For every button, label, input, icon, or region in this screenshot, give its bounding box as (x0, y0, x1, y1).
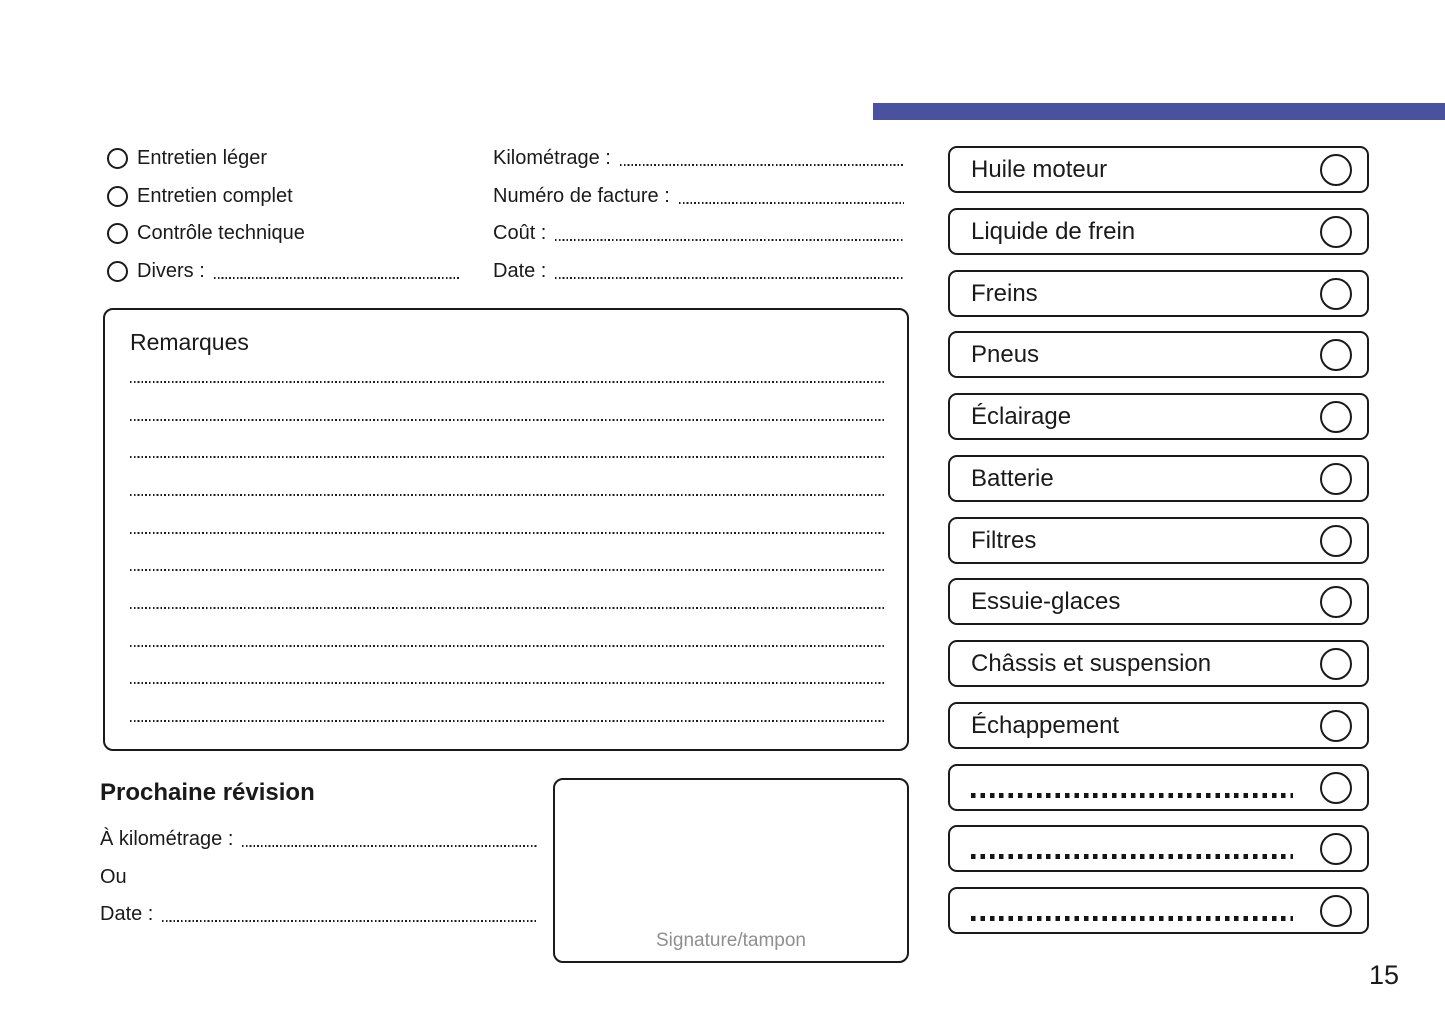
field-label: Ou (100, 865, 127, 888)
check-circle-icon (1320, 463, 1352, 495)
service-type-option (107, 145, 407, 171)
dotted-write-line (130, 456, 884, 458)
checklist-item-label: Filtres (971, 526, 1037, 554)
dotted-write-line (130, 532, 884, 534)
checklist-item-label: Éclairage (971, 402, 1072, 430)
option-label: Entretien léger (137, 146, 268, 169)
next-service-field (100, 826, 537, 852)
checklist-item (948, 702, 1369, 749)
field-label: Kilométrage : (493, 146, 611, 169)
check-circle-icon (1320, 278, 1352, 310)
dotted-write-line (130, 381, 884, 383)
dotted-fill-line (971, 793, 1293, 798)
dotted-fill-line (555, 277, 904, 279)
checklist-item (948, 270, 1369, 317)
dotted-fill-line (162, 920, 537, 922)
checklist-item-blank (948, 887, 1369, 934)
dotted-write-line (130, 494, 884, 496)
radio-circle-icon (107, 148, 128, 169)
invoice-field (493, 183, 904, 209)
checklist-item (948, 455, 1369, 502)
check-circle-icon (1320, 648, 1352, 680)
option-label: Entretien complet (137, 184, 293, 207)
dotted-fill-line (555, 239, 904, 241)
remarks-title: Remarques (130, 329, 249, 355)
checklist-item-label: Échappement (971, 711, 1120, 739)
dotted-write-line (130, 569, 884, 571)
check-circle-icon (1320, 339, 1352, 371)
checklist-item (948, 331, 1369, 378)
header-accent-bar (873, 103, 1445, 120)
checklist-item-label: Batterie (971, 464, 1054, 492)
checklist-item (948, 393, 1369, 440)
checklist-item-label: Huile moteur (971, 155, 1108, 183)
check-circle-icon (1320, 154, 1352, 186)
service-type-option (107, 183, 407, 209)
checklist-item (948, 146, 1369, 193)
check-circle-icon (1320, 895, 1352, 927)
invoice-field (493, 220, 904, 246)
checklist-item-label: Essuie-glaces (971, 587, 1121, 615)
dotted-write-line (130, 607, 884, 609)
invoice-field (493, 145, 904, 171)
field-label: À kilométrage : (100, 827, 234, 850)
next-service-field (100, 864, 537, 890)
radio-circle-icon (107, 223, 128, 244)
check-circle-icon (1320, 525, 1352, 557)
field-label: Date : (493, 259, 547, 282)
checklist-item (948, 640, 1369, 687)
checklist-item (948, 517, 1369, 564)
checklist-item-label: Liquide de frein (971, 217, 1136, 245)
dotted-fill-line (679, 202, 904, 204)
check-circle-icon (1320, 586, 1352, 618)
check-circle-icon (1320, 833, 1352, 865)
check-circle-icon (1320, 710, 1352, 742)
check-circle-icon (1320, 772, 1352, 804)
dotted-write-line (130, 419, 884, 421)
checklist-item-blank (948, 825, 1369, 872)
checklist-item-label: Châssis et suspension (971, 649, 1212, 677)
dotted-write-line (130, 682, 884, 684)
radio-circle-icon (107, 261, 128, 282)
next-service-field (100, 901, 537, 927)
option-label: Divers : (137, 259, 205, 282)
dotted-fill-line (971, 916, 1293, 921)
remarks-box (103, 308, 909, 751)
dotted-write-line (130, 645, 884, 647)
next-service-title: Prochaine révision (100, 779, 315, 806)
signature-label: Signature/tampon (656, 930, 806, 951)
service-type-option (107, 258, 461, 284)
field-label: Date : (100, 902, 154, 925)
invoice-field (493, 258, 904, 284)
field-label: Coût : (493, 221, 547, 244)
field-label: Numéro de facture : (493, 184, 670, 207)
dotted-fill-line (620, 164, 904, 166)
checklist-item-blank (948, 764, 1369, 811)
checklist-item (948, 578, 1369, 625)
page-number: 15 (1368, 960, 1400, 990)
checklist-item-label: Freins (971, 279, 1038, 307)
check-circle-icon (1320, 401, 1352, 433)
option-label: Contrôle technique (137, 221, 305, 244)
dotted-write-line (130, 720, 884, 722)
radio-circle-icon (107, 186, 128, 207)
dotted-fill-line (971, 854, 1293, 859)
dotted-fill-line (242, 845, 537, 847)
check-circle-icon (1320, 216, 1352, 248)
signature-box (553, 778, 909, 963)
checklist-item (948, 208, 1369, 255)
checklist-item-label: Pneus (971, 340, 1040, 368)
dotted-fill-line (214, 277, 461, 279)
service-type-option (107, 220, 407, 246)
